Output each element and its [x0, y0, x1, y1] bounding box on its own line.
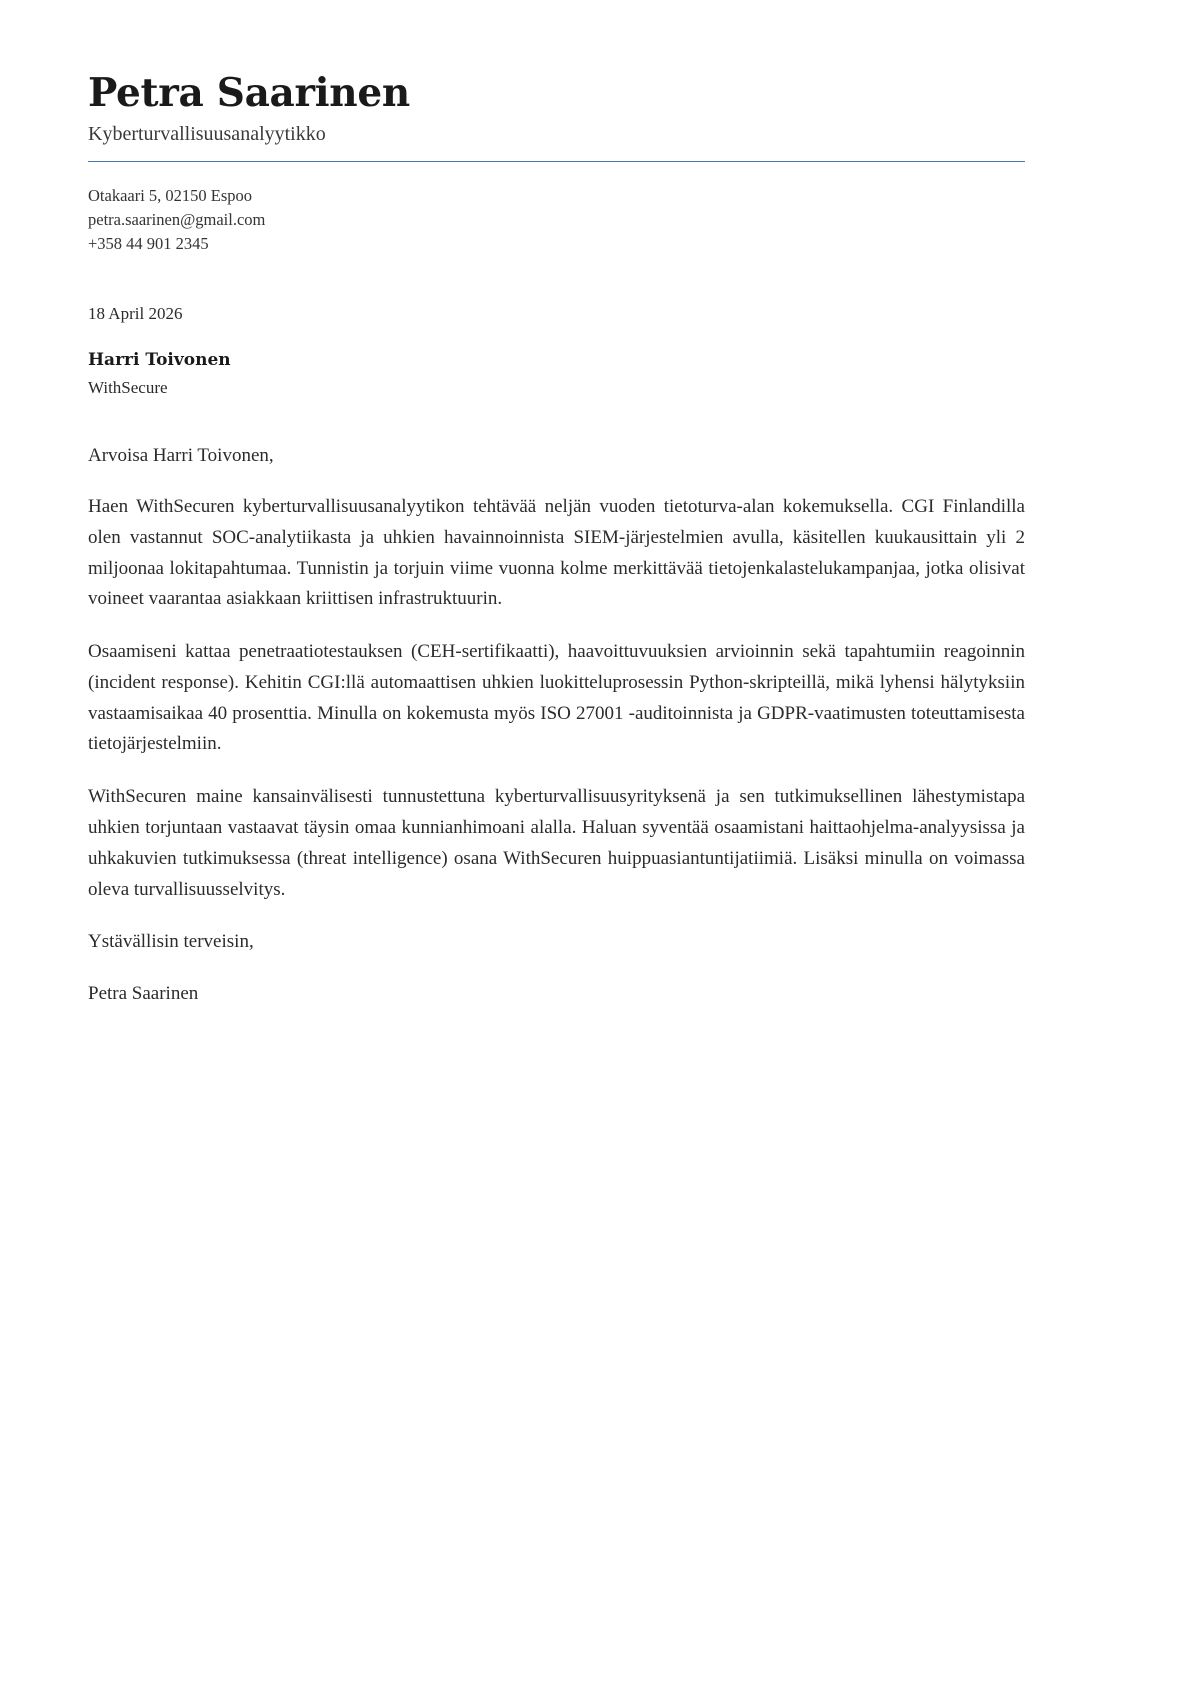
body-paragraph: WithSecuren maine kansainvälisesti tunnustettuna kyberturvallisuusyrityksenä ja sen tutkimuksellinen lähestymistapa uhkien torjuntaan vastaavat täysin omaa kunnianhimoani alalla. Haluan syventää osaamistani haittaohjelma-analyysissa ja uhkakuvien tutkimuksessa (threat intelligence) osana WithSecuren huippuasiantuntijatiimiä. Lisäksi minulla on voimassa oleva turvallisuusselvitys.: [88, 786, 1025, 900]
letter-header: [88, 72, 1025, 162]
applicant-name: Petra Saarinen: [88, 70, 410, 116]
closing-salutation: Ystävällisin terveisin,: [88, 931, 254, 953]
contact-address: Otakaari 5, 02150 Espoo: [88, 185, 253, 205]
recipient-name: Harri Toivonen: [88, 350, 231, 371]
contact-block: [88, 184, 1025, 257]
recipient-company: WithSecure: [88, 378, 168, 398]
header-divider: [88, 161, 1025, 162]
contact-email: petra.saarinen@gmail.com: [88, 210, 266, 230]
letter-meta: [88, 301, 1025, 401]
letter-date: 18 April 2026: [88, 303, 183, 323]
salutation: Arvoisa Harri Toivonen,: [88, 444, 274, 466]
body-paragraph: Osaamiseni kattaa penetraatiotestauksen (CEH-sertifikaatti), haavoittuvuuksien arvioinnin sekä tapahtumiin reagoinnin (incident response). Kehitin CGI:llä automaattisen uhkien luokitteluprosessin Python-skripteillä, mikä lyhensi hälytyksiin vastaamisaikaa 40 prosenttia. Minulla on kokemusta myös ISO 27001 -auditoinnista ja GDPR-vaatimusten toteuttamisesta tietojärjestelmiin.: [88, 641, 1025, 755]
signature-name: Petra Saarinen: [88, 982, 199, 1004]
body-paragraph: Haen WithSecuren kyberturvallisuusanalyytikon tehtävää neljän vuoden tietoturva-alan kokemuksella. CGI Finlandilla olen vastannut SOC-analytiikasta ja uhkien havainnoinnista SIEM-järjestelmien avulla, käsitellen kuukausittain yli 2 miljoonaa lokitapahtumaa. Tunnistin ja torjuin viime vuonna kolme merkittävää tietojenkalastelukampanjaa, jotka olisivat voineet vaarantaa asiakkaan kriittisen infrastruktuurin.: [88, 496, 1025, 610]
applicant-job-title: Kyberturvallisuusanalyytikko: [88, 122, 326, 145]
contact-phone: +358 44 901 2345: [88, 234, 209, 254]
letter-body: [88, 441, 1025, 1009]
